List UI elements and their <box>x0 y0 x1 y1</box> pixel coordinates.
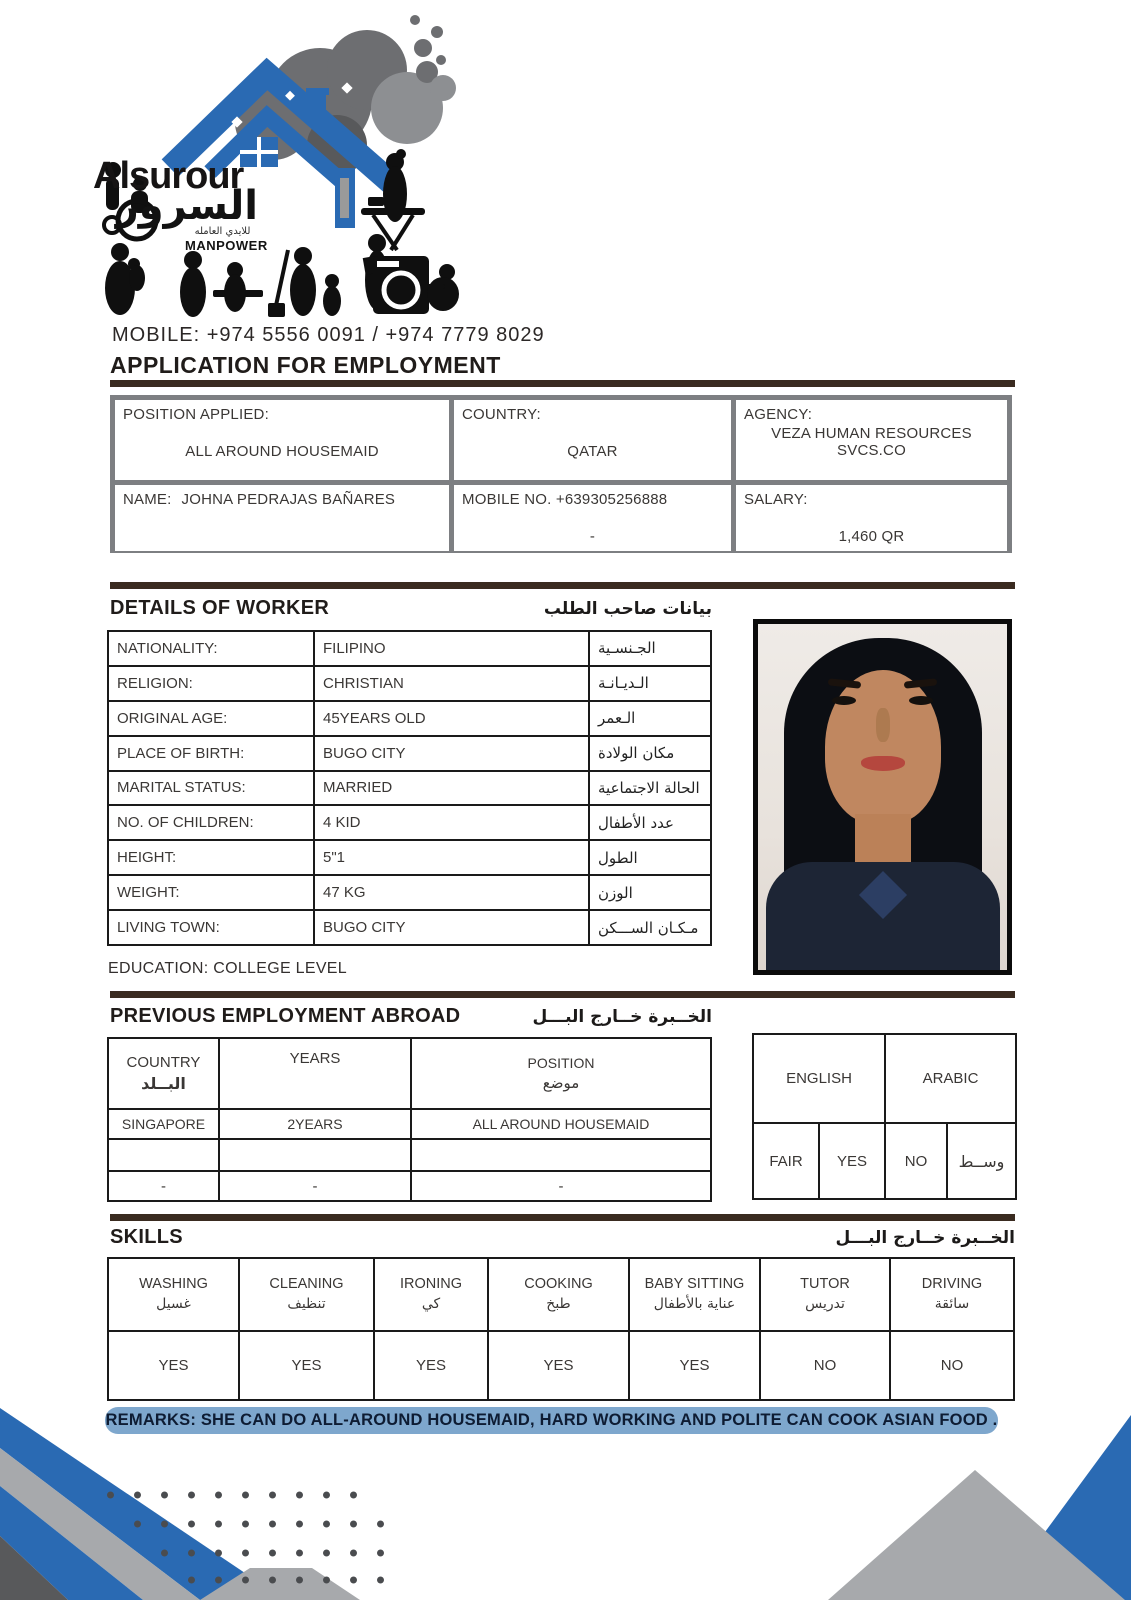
detail-value: 4 KID <box>315 806 588 839</box>
arabic-level: وســط <box>948 1124 1015 1198</box>
details-table <box>107 630 712 946</box>
dot-grid-row <box>151 1549 386 1557</box>
photo-neck <box>855 814 911 864</box>
skill-header <box>891 1259 1013 1330</box>
door-column-icon <box>335 168 355 228</box>
skill-header <box>489 1259 628 1330</box>
photo-nose <box>876 708 890 742</box>
applicant-photo <box>753 619 1012 975</box>
position-applied-value: ALL AROUND HOUSEMAID <box>185 443 379 460</box>
skill-label: DRIVING <box>921 1276 983 1293</box>
prev-years-value: 2YEARS <box>220 1110 410 1138</box>
skill-arabic: تنظيف <box>287 1295 326 1312</box>
detail-value: MARRIED <box>315 772 588 805</box>
application-table <box>110 395 1012 553</box>
skill-arabic: غسيل <box>156 1295 191 1312</box>
prev-position-value: ALL AROUND HOUSEMAID <box>412 1110 710 1138</box>
previous-employment-table <box>107 1037 712 1202</box>
education-line: EDUCATION: COLLEGE LEVEL <box>108 960 347 977</box>
dot-grid-row <box>178 1576 386 1584</box>
mobile-no-cell <box>454 485 731 551</box>
skill-label: CLEANING <box>269 1276 344 1293</box>
detail-label: NO. OF CHILDREN: <box>109 806 313 839</box>
detail-value: 47 KG <box>315 876 588 909</box>
brand-tagline-arabic: للايدي العامله <box>194 226 251 237</box>
prev-position-value <box>412 1140 710 1170</box>
skill-value: NO <box>761 1332 889 1399</box>
name-label: NAME: <box>123 491 172 508</box>
col-position-label: POSITION <box>527 1054 595 1071</box>
previous-employment-heading-arabic: الخــبرة خــارج البـــل <box>532 1007 712 1027</box>
details-heading-arabic: بيانات صاحب الطلب <box>543 599 712 619</box>
detail-value: CHRISTIAN <box>315 667 588 700</box>
skill-label: TUTOR <box>800 1276 850 1293</box>
detail-arabic: مكان الولادة <box>590 737 710 770</box>
skill-arabic: طبخ <box>546 1295 571 1312</box>
agency-value: VEZA HUMAN RESOURCES SVCS.CO <box>771 425 972 459</box>
col-country-header <box>109 1039 218 1108</box>
detail-arabic: مـكـان الســـكن <box>590 911 710 944</box>
skill-arabic: تدريس <box>805 1295 845 1312</box>
photo-face <box>825 670 941 824</box>
name-value: JOHNA PEDRAJAS BAÑARES <box>181 491 396 508</box>
skill-arabic: عناية بالأطفال <box>653 1295 736 1312</box>
dot-grid-row <box>97 1491 359 1499</box>
prev-years-value: - <box>220 1172 410 1200</box>
house-window-icon <box>240 137 278 167</box>
languages-table <box>752 1033 1017 1200</box>
detail-label: HEIGHT: <box>109 841 313 874</box>
salary-cell <box>736 485 1007 551</box>
photo-lips <box>861 756 905 771</box>
arabic-header: ARABIC <box>886 1035 1015 1122</box>
skill-header <box>375 1259 487 1330</box>
photo-eye <box>832 696 856 705</box>
prev-country-value: SINGAPORE <box>109 1110 218 1138</box>
detail-value: FILIPINO <box>315 632 588 665</box>
skill-header <box>630 1259 759 1330</box>
agency-logo <box>85 0 495 322</box>
country-value: QATAR <box>567 443 618 460</box>
mobile-no-value: - <box>589 528 596 545</box>
detail-arabic: الجـنسـية <box>590 632 710 665</box>
english-header: ENGLISH <box>754 1035 884 1122</box>
detail-arabic: الوزن <box>590 876 710 909</box>
mobile-no-label: MOBILE NO. +639305256888 <box>462 491 668 508</box>
detail-value: BUGO CITY <box>315 911 588 944</box>
country-label: COUNTRY: <box>462 406 541 423</box>
skills-table <box>107 1257 1015 1401</box>
skill-label: COOKING <box>524 1276 593 1293</box>
detail-arabic: عدد الأطفال <box>590 806 710 839</box>
prev-country-value: - <box>109 1172 218 1200</box>
english-value: YES <box>820 1124 884 1198</box>
detail-arabic: الحالة الاجتماعية <box>590 772 710 805</box>
prev-country-value <box>109 1140 218 1170</box>
skill-value: YES <box>240 1332 373 1399</box>
detail-arabic: الـعمر <box>590 702 710 735</box>
agency-label: AGENCY: <box>744 406 813 423</box>
previous-employment-heading: PREVIOUS EMPLOYMENT ABROAD <box>110 1005 461 1027</box>
position-applied-cell <box>115 400 449 480</box>
skill-arabic: كي <box>421 1295 441 1312</box>
col-years-header <box>220 1039 410 1108</box>
detail-label: LIVING TOWN: <box>109 911 313 944</box>
country-cell <box>454 400 731 480</box>
detail-label: PLACE OF BIRTH: <box>109 737 313 770</box>
detail-value: BUGO CITY <box>315 737 588 770</box>
agency-cell <box>736 400 1007 480</box>
skills-heading-arabic: الخــبرة خــارج البـــل <box>835 1228 1015 1248</box>
detail-value: 5"1 <box>315 841 588 874</box>
divider-rule-1 <box>110 380 1015 387</box>
salary-value: 1,460 QR <box>838 528 905 545</box>
skill-header <box>761 1259 889 1330</box>
skill-value: YES <box>630 1332 759 1399</box>
arabic-value: NO <box>886 1124 946 1198</box>
details-heading: DETAILS OF WORKER <box>110 597 330 619</box>
name-cell <box>115 485 449 551</box>
skill-header <box>109 1259 238 1330</box>
brand-name-latin: Alsurour <box>93 155 244 197</box>
dot-grid-row <box>124 1520 386 1528</box>
detail-label: MARITAL STATUS: <box>109 772 313 805</box>
skill-value: NO <box>891 1332 1013 1399</box>
divider-rule-3 <box>110 991 1015 998</box>
detail-arabic: الطول <box>590 841 710 874</box>
detail-label: NATIONALITY: <box>109 632 313 665</box>
skills-heading: SKILLS <box>110 1226 183 1248</box>
photo-eye <box>909 696 933 705</box>
divider-rule-4 <box>110 1214 1015 1221</box>
detail-label: ORIGINAL AGE: <box>109 702 313 735</box>
prev-years-value <box>220 1140 410 1170</box>
skill-label: BABY SITTING <box>644 1276 745 1293</box>
english-level: FAIR <box>754 1124 818 1198</box>
brand-name-arabic: السرور <box>115 183 258 229</box>
footer-decoration <box>0 1400 1131 1600</box>
page-title: APPLICATION FOR EMPLOYMENT <box>110 352 501 378</box>
prev-position-value: - <box>412 1172 710 1200</box>
brand-manpower-label: MANPOWER <box>185 238 268 253</box>
position-applied-label: POSITION APPLIED: <box>123 406 269 423</box>
skill-label: WASHING <box>139 1276 208 1293</box>
skill-label: IRONING <box>399 1276 463 1293</box>
col-position-arabic: موضع <box>542 1073 580 1092</box>
detail-arabic: الـديـانـة <box>590 667 710 700</box>
col-country-arabic: البــلد <box>141 1073 186 1093</box>
detail-value: 45YEARS OLD <box>315 702 588 735</box>
remarks-banner: REMARKS: SHE CAN DO ALL-AROUND HOUSEMAID, HARD WORKING AND POLITE CAN COOK ASIAN FOOD . <box>105 1407 998 1434</box>
divider-rule-2 <box>110 582 1015 589</box>
detail-label: RELIGION: <box>109 667 313 700</box>
detail-label: WEIGHT: <box>109 876 313 909</box>
col-country-label: COUNTRY <box>126 1053 201 1071</box>
col-position-header <box>412 1039 710 1108</box>
col-years-label: YEARS <box>289 1050 341 1067</box>
skill-header <box>240 1259 373 1330</box>
skill-value: YES <box>375 1332 487 1399</box>
skill-value: YES <box>489 1332 628 1399</box>
agency-mobile-numbers: MOBILE: +974 5556 0091 / +974 7779 8029 <box>112 324 545 346</box>
skill-arabic: سائقة <box>934 1295 970 1312</box>
salary-label: SALARY: <box>744 491 808 508</box>
skill-value: YES <box>109 1332 238 1399</box>
